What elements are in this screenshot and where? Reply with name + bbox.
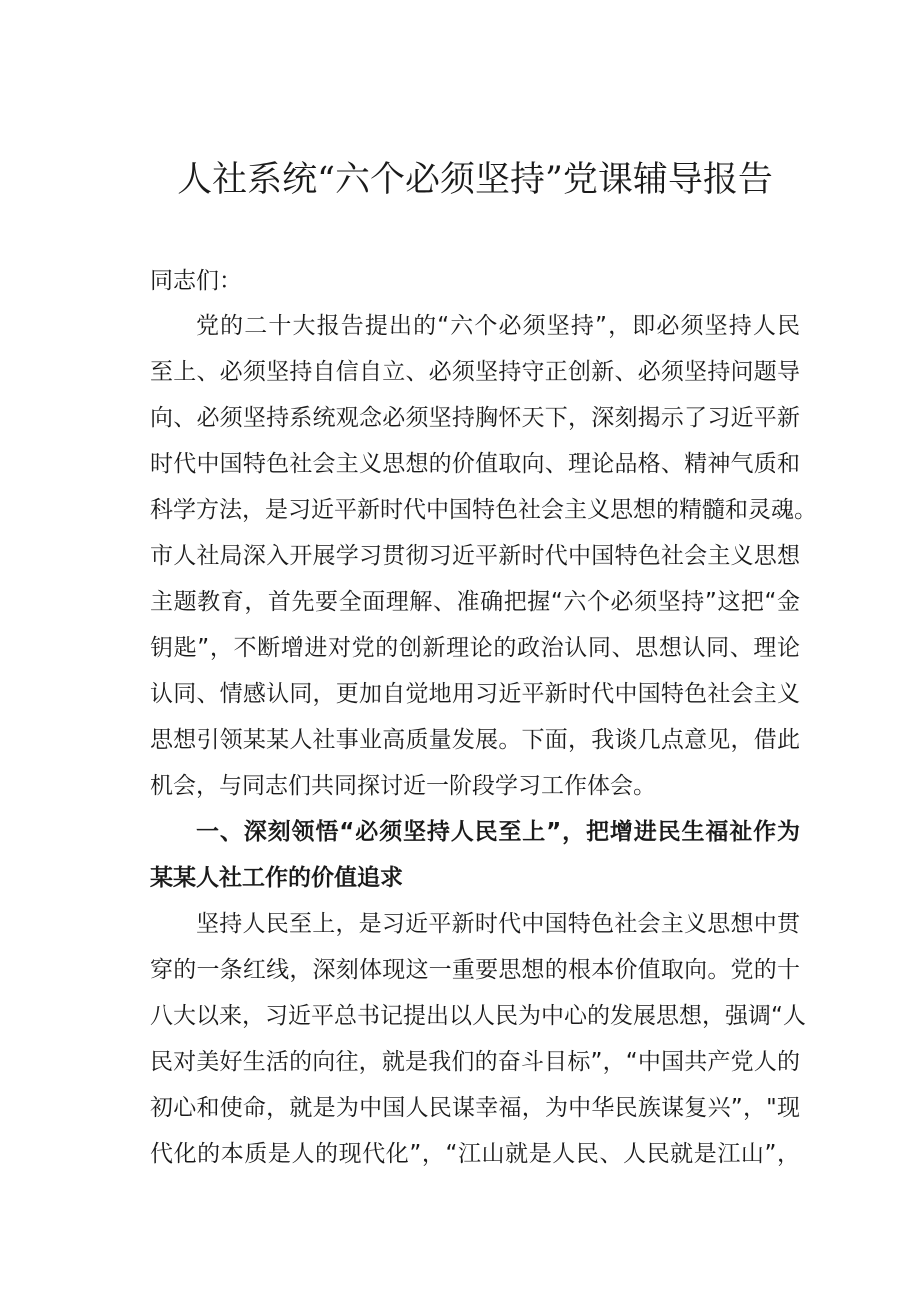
paragraph-line: 代化的本质是人的现代化”，“江山就是人民、人民就是江山”， (150, 1141, 800, 1167)
paragraph-line: 八大以来，习近平总书记提出以人民为中心的发展思想，强调“人 (150, 1003, 806, 1029)
paragraph-line: 向、必须坚持系统观念必须坚持胸怀天下，深刻揭示了习近平新 (150, 405, 800, 431)
paragraph-line: 民对美好生活的向往，就是我们的奋斗目标”，“中国共产党人的 (150, 1049, 800, 1075)
paragraph-line: 钥匙”，不断增进对党的创新理论的政治认同、思想认同、理论 (150, 635, 800, 661)
heading-line: 某某人社工作的价值追求 (150, 865, 403, 891)
greeting: 同志们： (150, 268, 242, 294)
paragraph-line: 至上、必须坚持自信自立、必须坚持守正创新、必须坚持问题导 (150, 359, 800, 385)
paragraph-line: 思想引领某某人社事业高质量发展。下面，我谈几点意见，借此 (150, 727, 800, 753)
paragraph-line: 认同、情感认同，更加自觉地用习近平新时代中国特色社会主义 (150, 681, 800, 707)
document-title: 人社系统“六个必须坚持”党课辅导报告 (177, 160, 773, 200)
paragraph-line: 机会，与同志们共同探讨近一阶段学习工作体会。 (150, 773, 656, 799)
paragraph-line: 科学方法，是习近平新时代中国特色社会主义思想的精髓和灵魂。 (150, 497, 817, 523)
paragraph-line: 主题教育，首先要全面理解、准确把握“六个必须坚持”这把“金 (150, 589, 800, 615)
paragraph-line: 穿的一条红线，深刻体现这一重要思想的根本价值取向。党的十 (150, 957, 800, 983)
heading-line: 一、深刻领悟“必须坚持人民至上”，把增进民生福祉作为 (196, 819, 800, 845)
paragraph-line: 党的二十大报告提出的“六个必须坚持”，即必须坚持人民 (196, 313, 800, 339)
paragraph-line: 坚持人民至上，是习近平新时代中国特色社会主义思想中贯 (196, 911, 800, 937)
paragraph-line: 市人社局深入开展学习贯彻习近平新时代中国特色社会主义思想 (150, 543, 800, 569)
paragraph-line: 时代中国特色社会主义思想的价值取向、理论品格、精神气质和 (150, 451, 800, 477)
paragraph-line: 初心和使命，就是为中国人民谋幸福，为中华民族谋复兴”，"现 (150, 1095, 800, 1121)
